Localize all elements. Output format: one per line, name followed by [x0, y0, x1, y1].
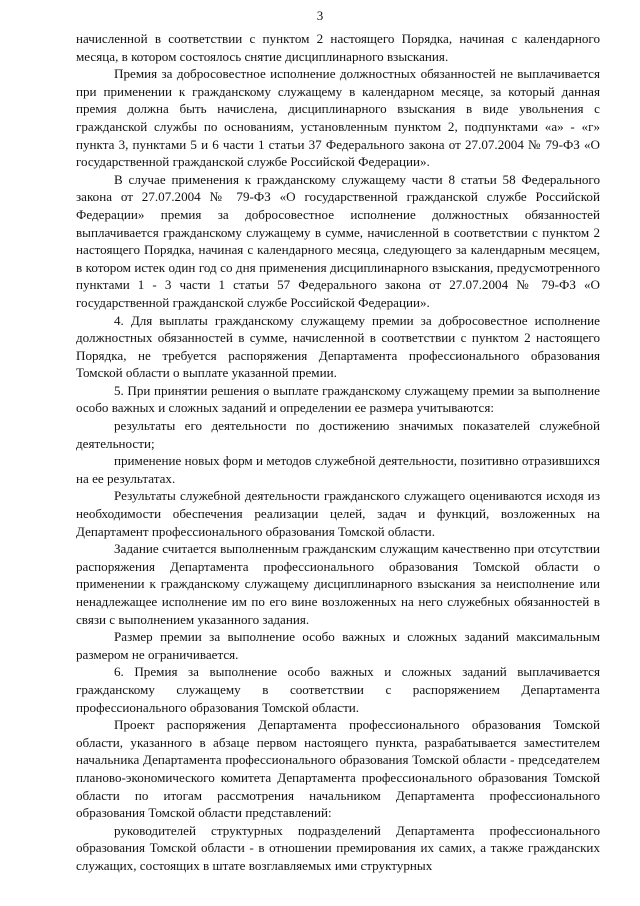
paragraph-item-4: 4. Для выплаты гражданскому служащему премии за добросовестное исполнение должностных обязанностей в сумме, начисленной в соответствии с пунктом 2 настоящего Порядка, не требуется распоряжения Департамента профессионального образования Томской области о выплате указанной премии. — [76, 312, 600, 381]
paragraph-item-5: 5. При принятии решения о выплате гражданскому служащему премии за выполнение особо важных и сложных заданий и определении ее размера учитываются: — [76, 382, 600, 416]
paragraph-results-evaluation: Результаты служебной деятельности гражданского служащего оцениваются исходя из необходимости обеспечения реализации целей, задач и функций, возложенных на Департамент профессионального образования Томской области. — [76, 488, 600, 539]
paragraph-part-8-article-58: В случае применения к гражданскому служащему части 8 статьи 58 Федерального закона от 27.07.2004 № 79-ФЗ «О государственной гражданской службе Российской Федерации» премия за добросовестное исполнение должностных обязанностей выплачивается гражданскому служащему в сумме, начисленной в соответствии с пунктом 2 настоящего Порядка, начиная с календарного месяца, следующего за календарным месяцем, в котором истек один год со дня применения дисциплинарного взыскания, предусмотренного пунктами 1 - 3 части 1 статьи 57 Федерального закона от 27.07.2004 № 79-ФЗ «О государственной гражданской службе Российской Федерации». — [76, 171, 600, 310]
paragraph-criterion-results: результаты его деятельности по достижению значимых показателей служебной деятельности; — [76, 418, 600, 451]
paragraph-continuation: начисленной в соответствии с пунктом 2 настоящего Порядка, начиная с календарного месяца, в котором состоялось снятие дисциплинарного взыскания. — [76, 31, 600, 64]
paragraph-premium-not-paid: Премия за добросовестное исполнение должностных обязанностей не выплачивается при применении к гражданскому служащему в календарном месяце, за который данная премия должна быть начислена, дисциплинарного взыскания в виде увольнения с гражданской службы по основаниям, установленным пунктом 2, подпунктами «а» - «г» пункта 3, пунктами 5 и 6 части 1 статьи 37 Федерального закона от 27.07.2004 № 79-ФЗ «О государственной гражданской службе Российской Федерации». — [76, 66, 600, 170]
document-body — [76, 30, 600, 875]
page-number: 3 — [316, 8, 324, 23]
paragraph-task-completed: Задание считается выполненным гражданским служащим качественно при отсутствии распоряжения Департамента профессионального образования Томской области о применении к гражданскому служащему дисциплинарного взыскания за неисполнение или ненадлежащее исполнение им по его вине возложенных на него служебных обязанностей в связи с выполнением указанного задания. — [76, 541, 600, 627]
paragraph-draft-order: Проект распоряжения Департамента профессионального образования Томской области, указанного в абзаце первом настоящего пункта, разрабатывается заместителем начальника Департамента профессионального образования Томской области - председателем планово-экономического комитета Департамента профессионального образования Томской области по итогам рассмотрения начальником Департамента профессионального образования Томской области представлений: — [76, 717, 600, 821]
paragraph-heads-of-units: руководителей структурных подразделений Департамента профессионального образования Томской области - в отношении премирования их самих, а также гражданских служащих, состоящих в штате возглавляемых ими структурных — [76, 822, 600, 873]
paragraph-criterion-new-methods: применение новых форм и методов служебной деятельности, позитивно отразившихся на ее результатах. — [76, 453, 600, 486]
paragraph-item-6: 6. Премия за выполнение особо важных и сложных заданий выплачивается гражданскому служащему в соответствии с распоряжением Департамента профессионального образования Томской области. — [76, 664, 600, 715]
paragraph-premium-size: Размер премии за выполнение особо важных и сложных заданий максимальным размером не ограничивается. — [76, 629, 600, 662]
